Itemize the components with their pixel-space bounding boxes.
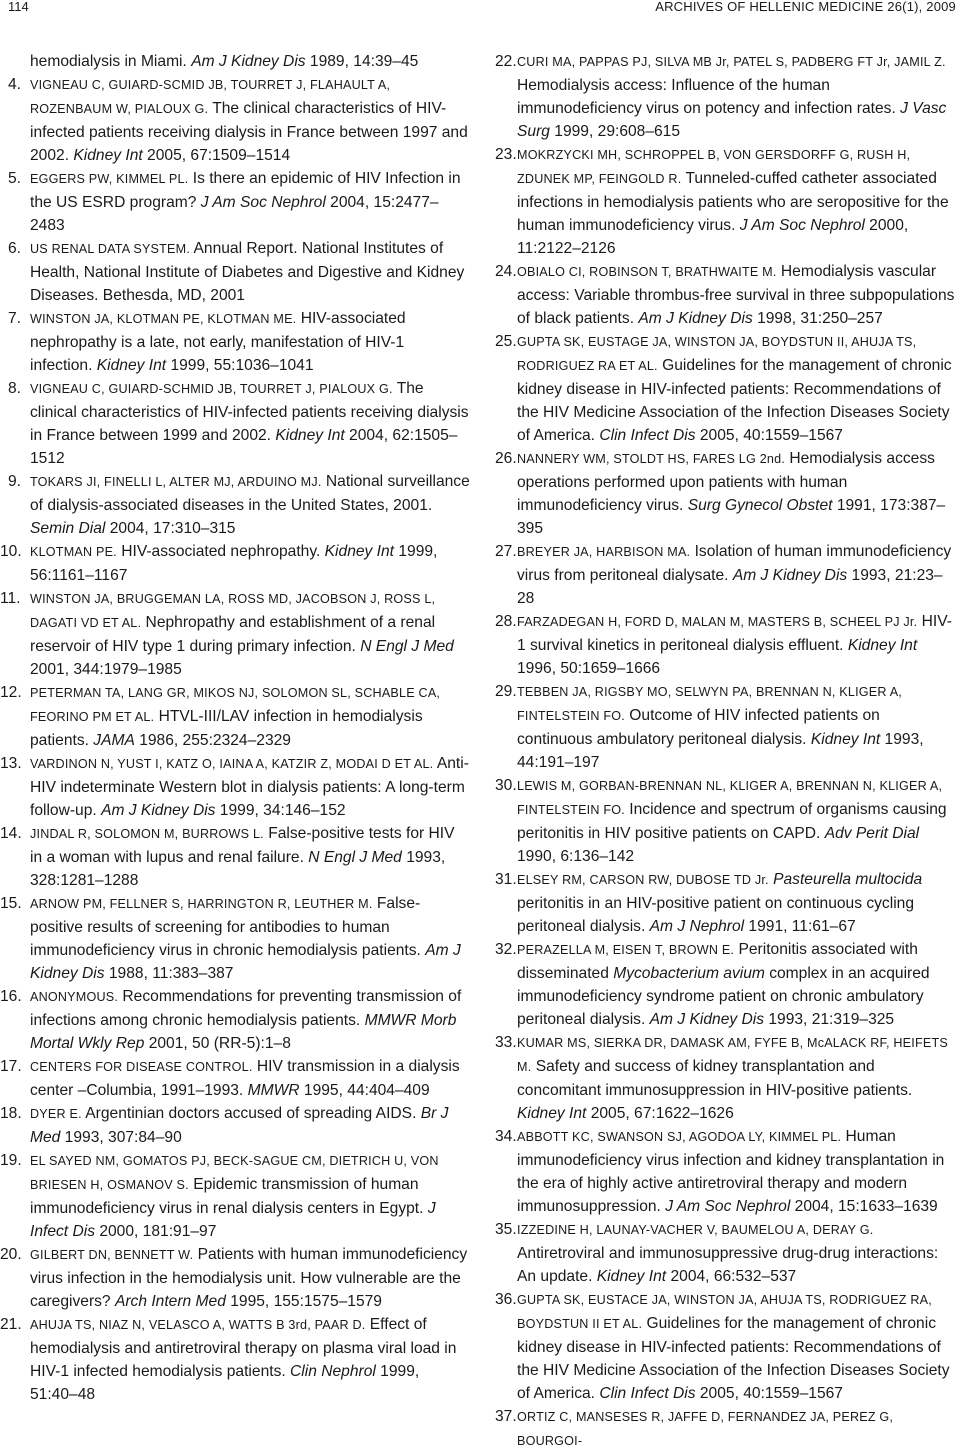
reference-journal: N Engl J Med <box>360 638 454 655</box>
reference-journal: Am J Kidney Dis <box>649 1011 765 1028</box>
reference-entry <box>495 143 957 260</box>
reference-title: Hemodialysis access operations performed upon patients with human immunodeficiency virus. <box>517 450 935 514</box>
reference-entry <box>8 470 470 540</box>
reference-entry <box>495 1405 957 1453</box>
reference-title: Epidemic transmission of human immunodeficiency virus in renal dialysis centers in Egypt. <box>30 1176 428 1217</box>
reference-title: Safety and success of kidney transplantation and concomitant immunosuppression in HIV-positive patients. <box>517 1058 913 1099</box>
reference-journal: MMWR <box>247 1082 300 1099</box>
reference-entry <box>495 1031 957 1125</box>
reference-title: HIV-1 survival kinetics in peritoneal dialysis effluent. <box>517 613 952 654</box>
reference-authors: NANNERY WM, STOLDT HS, FARES LG 2nd. <box>517 452 786 466</box>
reference-citation: 1999, 34:146–152 <box>215 802 346 819</box>
reference-entry <box>0 892 470 985</box>
reference-number: 26. <box>495 450 517 467</box>
reference-citation: 2005, 67:1622–1626 <box>586 1105 734 1122</box>
reference-number: 18. <box>0 1105 22 1122</box>
reference-journal: Kidney Int <box>596 1268 667 1285</box>
reference-title: HTVL-III/LAV infection in hemodialysis patients. <box>30 708 423 749</box>
reference-authors: BREYER JA, HARBISON MA. <box>517 545 691 559</box>
reference-authors: ORTIZ C, MANSESES R, JAFFE D, FERNANDEZ JA, PEREZ G, BOURGOI- <box>517 1410 894 1448</box>
reference-title: Annual Report. National Institutes of Health, National Institute of Diabetes and Digestive and Kidney Diseases. Bethesda, MD, 2001 <box>30 240 465 304</box>
reference-citation: 1993, 44:191–197 <box>517 731 924 771</box>
reference-citation: 2001, 50 (RR-5):1–8 <box>144 1035 291 1052</box>
reference-entry <box>0 1243 470 1313</box>
reference-journal: Am J Kidney Dis <box>30 942 461 982</box>
reference-citation: 1988, 11:383–387 <box>104 965 234 982</box>
reference-title: Guidelines for the management of chronic kidney disease in HIV-infected patients: Recommendations of the HIV Medicine Association of the Infection Diseases Society of America. <box>517 357 952 444</box>
reference-entry <box>0 587 470 681</box>
reference-title: False-positive results of screening for antibodies to human immunodeficiency virus in chronic hemodialysis patients. <box>30 895 426 959</box>
reference-journal: Kidney Int <box>73 147 143 164</box>
reference-entry <box>495 774 957 868</box>
reference-journal: Am J Kidney Dis <box>638 310 753 327</box>
reference-authors: OBIALO CI, ROBINSON T, BRATHWAITE M. <box>517 265 777 279</box>
reference-journal: Clin Nephrol <box>290 1363 376 1380</box>
reference-entry <box>495 868 957 938</box>
continuation-tail: 1989, 14:39–45 <box>305 53 419 70</box>
reference-number: 31. <box>495 871 517 888</box>
reference-authors: WINSTON JA, BRUGGEMAN LA, ROSS MD, JACOBSON J, ROSS L, DAGATI VD ET AL. <box>30 592 436 630</box>
reference-title: HIV-associated nephropathy. <box>116 543 325 560</box>
reference-authors: TEBBEN JA, RIGSBY MO, SELWYN PA, BRENNAN N, KLIGER A, FINTELSTEIN FO. <box>517 685 903 723</box>
reference-citation: 1999, 29:608–615 <box>549 123 681 140</box>
reference-authors: VIGNEAU C, GUIARD-SCMID JB, TOURRET J, FLAHAULT A, ROZENBAUM W, PIALOUX G. <box>30 78 391 116</box>
reference-number: 37. <box>495 1408 517 1425</box>
reference-citation: 1995, 155:1575–1579 <box>225 1293 382 1310</box>
reference-title: Hemodialysis access: Influence of the human immunodeficiency virus on potency and infection rates. <box>517 77 901 117</box>
reference-entry <box>8 167 470 237</box>
reference-journal: Am J Kidney Dis <box>101 802 216 819</box>
reference-authors: IZZEDINE H, LAUNAY-VACHER V, BAUMELOU A, DERAY G. <box>517 1223 874 1237</box>
reference-journal: N Engl J Med <box>308 849 402 866</box>
reference-entry <box>495 1288 957 1405</box>
reference-journal: Br J Med <box>30 1105 449 1146</box>
reference-title: Guidelines for the management of chronic kidney disease in HIV-infected patients: Recommendations of the HIV Medicine Association of the Infection Diseases Society of America. <box>517 1315 950 1402</box>
left-column <box>0 50 470 1406</box>
reference-number: 8. <box>8 380 22 397</box>
reference-number: 33. <box>495 1034 517 1051</box>
page-number: 114 <box>8 0 29 14</box>
reference-entry <box>8 377 470 470</box>
reference-journal: Kidney Int <box>810 731 881 748</box>
reference-entry <box>495 938 957 1031</box>
reference-authors: GUPTA SK, EUSTAGE JA, WINSTON JA, BOYDSTUN II, AHUJA TS, RODRIGUEZ RA ET AL. <box>517 335 917 373</box>
reference-authors: VIGNEAU C, GUIARD-SCHMID JB, TOURRET J, PIALOUX G. <box>30 382 393 396</box>
reference-citation: 1995, 44:404–409 <box>299 1082 430 1099</box>
reference-citation: 1993, 307:84–90 <box>60 1129 182 1146</box>
reference-authors: KUMAR MS, SIERKA DR, DAMASK AM, FYFE B, McALACK RF, HEIFETS M. <box>517 1036 948 1074</box>
reference-entry <box>0 1149 470 1243</box>
reference-number: 13. <box>0 755 22 772</box>
reference-citation: 1993, 21:319–325 <box>764 1011 895 1028</box>
reference-authors: ABBOTT KC, SWANSON SJ, AGODOA LY, KIMMEL PL. <box>517 1130 842 1144</box>
reference-title: National surveillance of dialysis-associated diseases in the United States, 2001. <box>30 473 470 514</box>
reference-authors: PETERMAN TA, LANG GR, MIKOS NJ, SOLOMON SL, SCHABLE CA, FEORINO PM ET AL. <box>30 686 441 724</box>
reference-journal: Clin Infect Dis <box>599 1385 696 1402</box>
reference-number: 5. <box>8 170 22 187</box>
reference-authors: GILBERT DN, BENNETT W. <box>30 1248 194 1262</box>
reference-authors: AHUJA TS, NIAZ N, VELASCO A, WATTS B 3rd, PAAR D. <box>30 1318 366 1332</box>
reference-authors: LEWIS M, GORBAN-BRENNAN NL, KLIGER A, BRENNAN N, KLIGER A, FINTELSTEIN FO. <box>517 779 943 817</box>
reference-entry <box>0 681 470 752</box>
reference-authors: FARZADEGAN H, FORD D, MALAN M, MASTERS B, SCHEEL PJ Jr. <box>517 615 918 629</box>
reference-number: 28. <box>495 613 517 630</box>
reference-entry <box>0 540 470 587</box>
reference-journal: J Am Soc Nephrol <box>739 217 865 234</box>
reference-number: 4. <box>8 76 22 93</box>
reference-authors: TOKARS JI, FINELLI L, ALTER MJ, ARDUINO MJ. <box>30 475 322 489</box>
reference-citation: 1991, 173:387–395 <box>517 497 946 537</box>
reference-entry <box>495 1125 957 1218</box>
reference-number: 16. <box>0 988 22 1005</box>
reference-authors: GUPTA SK, EUSTACE JA, WINSTON JA, AHUJA TS, RODRIGUEZ RA, BOYDSTUN II ET AL. <box>517 1293 932 1331</box>
reference-entry <box>495 50 957 143</box>
reference-citation: 1999, 55:1036–1041 <box>166 357 314 374</box>
reference-number: 19. <box>0 1152 22 1169</box>
reference-authors: EGGERS PW, KIMMEL PL. <box>30 172 189 186</box>
reference-journal: Surg Gynecol Obstet <box>687 497 833 514</box>
reference-journal: JAMA <box>93 732 135 749</box>
reference-journal: J Am Soc Nephrol <box>665 1198 791 1215</box>
reference-journal: MMWR Morb Mortal Wkly Rep <box>30 1012 457 1052</box>
reference-title: Recommendations for preventing transmission of infections among chronic hemodialysis patients. <box>30 988 462 1029</box>
reference-citation: 2004, 15:2477–2483 <box>30 194 439 234</box>
continuation-journal: Am J Kidney Dis <box>191 53 306 70</box>
reference-entry <box>8 307 470 377</box>
reference-entry <box>495 330 957 447</box>
reference-citation: 2004, 66:532–537 <box>666 1268 797 1285</box>
reference-citation: complex in an acquired immunodeficiency syndrome patient on chronic ambulatory peritoneal dialysis. <box>517 965 930 1028</box>
reference-entry <box>0 1102 470 1149</box>
reference-journal: Mycobacterium avium <box>613 965 765 982</box>
reference-journal: Kidney Int <box>275 427 345 444</box>
reference-number: 29. <box>495 683 517 700</box>
reference-number: 32. <box>495 941 517 958</box>
reference-entry <box>495 260 957 330</box>
reference-number: 35. <box>495 1221 517 1238</box>
reference-title: The clinical characteristics of HIV-infected patients receiving dialysis in France between 1997 and 2002. <box>30 100 468 164</box>
reference-citation: 2005, 67:1509–1514 <box>142 147 291 164</box>
reference-entry <box>495 680 957 774</box>
reference-title: Argentinian doctors accused of spreading AIDS. <box>81 1105 421 1122</box>
reference-citation: 2000, 11:2122–2126 <box>517 217 909 257</box>
reference-journal: J Infect Dis <box>30 1200 436 1240</box>
reference-authors: DYER E. <box>30 1107 82 1121</box>
reference-citation: 2000, 181:91–97 <box>95 1223 217 1240</box>
right-column <box>495 50 957 1453</box>
reference-citation: 2004, 62:1505–1512 <box>30 427 458 467</box>
reference-authors: EL SAYED NM, GOMATOS PJ, BECK-SAGUE CM, DIETRICH U, VON BRIESEN H, OSMANOV S. <box>30 1154 439 1192</box>
reference-authors: KLOTMAN PE. <box>30 545 117 559</box>
reference-entry <box>0 1055 470 1102</box>
reference-title: Hemodialysis vascular access: Variable thrombus-free survival in three subpopulations of black patients. <box>517 263 955 327</box>
reference-journal: Am J Nephrol <box>649 918 745 935</box>
reference-journal: Am J Kidney Dis <box>732 567 848 584</box>
reference-citation: 1996, 50:1659–1666 <box>517 660 661 677</box>
reference-journal: J Vasc Surg <box>517 100 947 140</box>
reference-title: Patients with human immunodeficiency virus infection in the hemodialysis unit. How vulnerable are the caregivers? <box>30 1246 468 1310</box>
reference-number: 6. <box>8 240 22 257</box>
reference-title: Tunneled-cuffed catheter associated infections in hemodialysis patients who are seropositive for the human immunodeficiency virus. <box>517 170 949 234</box>
reference-citation: 1999, 56:1161–1167 <box>30 543 438 584</box>
reference-number: 27. <box>495 543 517 560</box>
reference-number: 25. <box>495 333 517 350</box>
reference-number: 34. <box>495 1128 517 1145</box>
reference-number: 14. <box>0 825 22 842</box>
reference-citation: 2004, 15:1633–1639 <box>790 1198 938 1215</box>
reference-entry <box>8 237 470 307</box>
reference-number: 10. <box>0 543 22 560</box>
reference-title: Antiretroviral and immunosuppressive drug-drug interactions: An update. <box>517 1245 939 1285</box>
reference-number: 15. <box>0 895 22 912</box>
reference-number: 22. <box>495 53 517 70</box>
reference-entry <box>8 73 470 167</box>
reference-journal: Semin Dial <box>30 520 106 537</box>
reference-authors: WINSTON JA, KLOTMAN PE, KLOTMAN ME. <box>30 312 297 326</box>
reference-journal: Clin Infect Dis <box>599 427 696 444</box>
reference-number: 24. <box>495 263 517 280</box>
reference-citation: 1990, 6:136–142 <box>517 848 635 865</box>
reference-title: Peritonitis associated with disseminated <box>517 941 918 982</box>
reference-number: 20. <box>0 1246 22 1263</box>
reference-title: Incidence and spectrum of organisms causing peritonitis in HIV positive patients on CAPD. <box>517 801 947 842</box>
reference-number: 23. <box>495 146 517 163</box>
reference-authors: US RENAL DATA SYSTEM. <box>30 242 191 256</box>
reference-journal: Pasteurella multocida <box>773 871 923 888</box>
reference-title: HIV transmission in a dialysis center –Columbia, 1991–1993. <box>30 1058 460 1099</box>
reference-journal: Arch Intern Med <box>114 1293 226 1310</box>
reference-entry <box>0 985 470 1055</box>
reference-journal: J Am Soc Nephrol <box>200 194 326 211</box>
reference-authors: CURI MA, PAPPAS PJ, SILVA MB Jr, PATEL S, PADBERG FT Jr, JAMIL Z. <box>517 55 946 69</box>
reference-journal: Kidney Int <box>517 1105 587 1122</box>
reference-citation: 2005, 40:1559–1567 <box>695 427 843 444</box>
reference-authors: MOKRZYCKI MH, SCHROPPEL B, VON GERSDORFF G, RUSH H, ZDUNEK MP, FEINGOLD R. <box>517 148 911 186</box>
reference-citation: 1986, 255:2324–2329 <box>134 732 291 749</box>
continuation-text: hemodialysis in Miami. <box>30 53 192 70</box>
reference-citation: 1993, 21:23–28 <box>517 567 943 607</box>
reference-authors: ANONYMOUS. <box>30 990 119 1004</box>
reference-entry <box>495 610 957 680</box>
reference-citation: 1991, 11:61–67 <box>744 918 856 935</box>
journal-running-title: ARCHIVES OF HELLENIC MEDICINE 26(1), 2009 <box>655 0 956 14</box>
reference-number: 9. <box>8 473 22 490</box>
reference-authors: CENTERS FOR DISEASE CONTROL. <box>30 1060 253 1074</box>
reference-title: Nephropathy and establishment of a renal reservoir of HIV type 1 during primary infection. <box>30 614 436 655</box>
reference-journal: Adv Perit Dial <box>824 825 920 842</box>
reference-title: Is there an epidemic of HIV Infection in the US ESRD program? <box>30 170 461 211</box>
reference-number: 30. <box>495 777 517 794</box>
reference-number: 36. <box>495 1291 517 1308</box>
reference-title: Isolation of human immunodeficiency virus from peritoneal dialysate. <box>517 543 952 584</box>
reference-authors: JINDAL R, SOLOMON M, BURROWS L. <box>30 827 264 841</box>
reference-title: Effect of hemodialysis and antiretroviral therapy on plasma viral load in HIV-1 infected hemodialysis patients. <box>30 1316 457 1380</box>
reference-number: 17. <box>0 1058 22 1075</box>
reference-continuation <box>8 50 470 73</box>
reference-authors: VARDINON N, YUST I, KATZ O, IAINA A, KATZIR Z, MODAI D ET AL. <box>30 757 434 771</box>
reference-entry <box>495 447 957 540</box>
reference-citation: 1993, 328:1281–1288 <box>30 849 446 889</box>
reference-number: 7. <box>8 310 22 327</box>
running-header <box>0 0 960 22</box>
reference-citation: 2004, 17:310–315 <box>105 520 236 537</box>
reference-citation: peritonitis in an HIV-positive patient on continuous cycling peritoneal dialysis. <box>517 895 915 935</box>
reference-entry <box>495 540 957 610</box>
reference-citation: 1998, 31:250–257 <box>752 310 883 327</box>
reference-journal: Kidney Int <box>324 543 395 560</box>
reference-entry <box>495 1218 957 1288</box>
reference-number: 12. <box>0 684 22 701</box>
reference-citation: 1999, 51:40–48 <box>30 1363 420 1403</box>
reference-number: 21. <box>0 1316 22 1333</box>
reference-number: 11. <box>0 590 21 607</box>
reference-citation: 2001, 344:1979–1985 <box>30 661 182 678</box>
reference-authors: ELSEY RM, CARSON RW, DUBOSE TD Jr. <box>517 873 769 887</box>
reference-entry <box>0 752 470 822</box>
reference-citation: 2005, 40:1559–1567 <box>695 1385 843 1402</box>
reference-title: Human immunodeficiency virus infection and kidney transplantation in the era of highly active antiretroviral therapy and modern immunosuppression. <box>517 1128 945 1215</box>
reference-journal: Kidney Int <box>847 637 918 654</box>
reference-title: HIV-associated nephropathy is a late, not early, manifestation of HIV-1 infection. <box>30 310 406 374</box>
reference-entry <box>0 822 470 892</box>
reference-title: Anti-HIV indeterminate Western blot in dialysis patients: A long-term follow-up. <box>30 755 469 819</box>
reference-authors: ARNOW PM, FELLNER S, HARRINGTON R, LEUTHER M. <box>30 897 373 911</box>
reference-journal: Kidney Int <box>96 357 167 374</box>
reference-title: Outcome of HIV infected patients on continuous ambulatory peritoneal dialysis. <box>517 707 880 748</box>
reference-title: False-positive tests for HIV in a woman with lupus and renal failure. <box>30 825 455 866</box>
reference-authors: PERAZELLA M, EISEN T, BROWN E. <box>517 943 735 957</box>
reference-title: The clinical characteristics of HIV-infected patients receiving dialysis in France between 1999 and 2002. <box>30 380 469 444</box>
